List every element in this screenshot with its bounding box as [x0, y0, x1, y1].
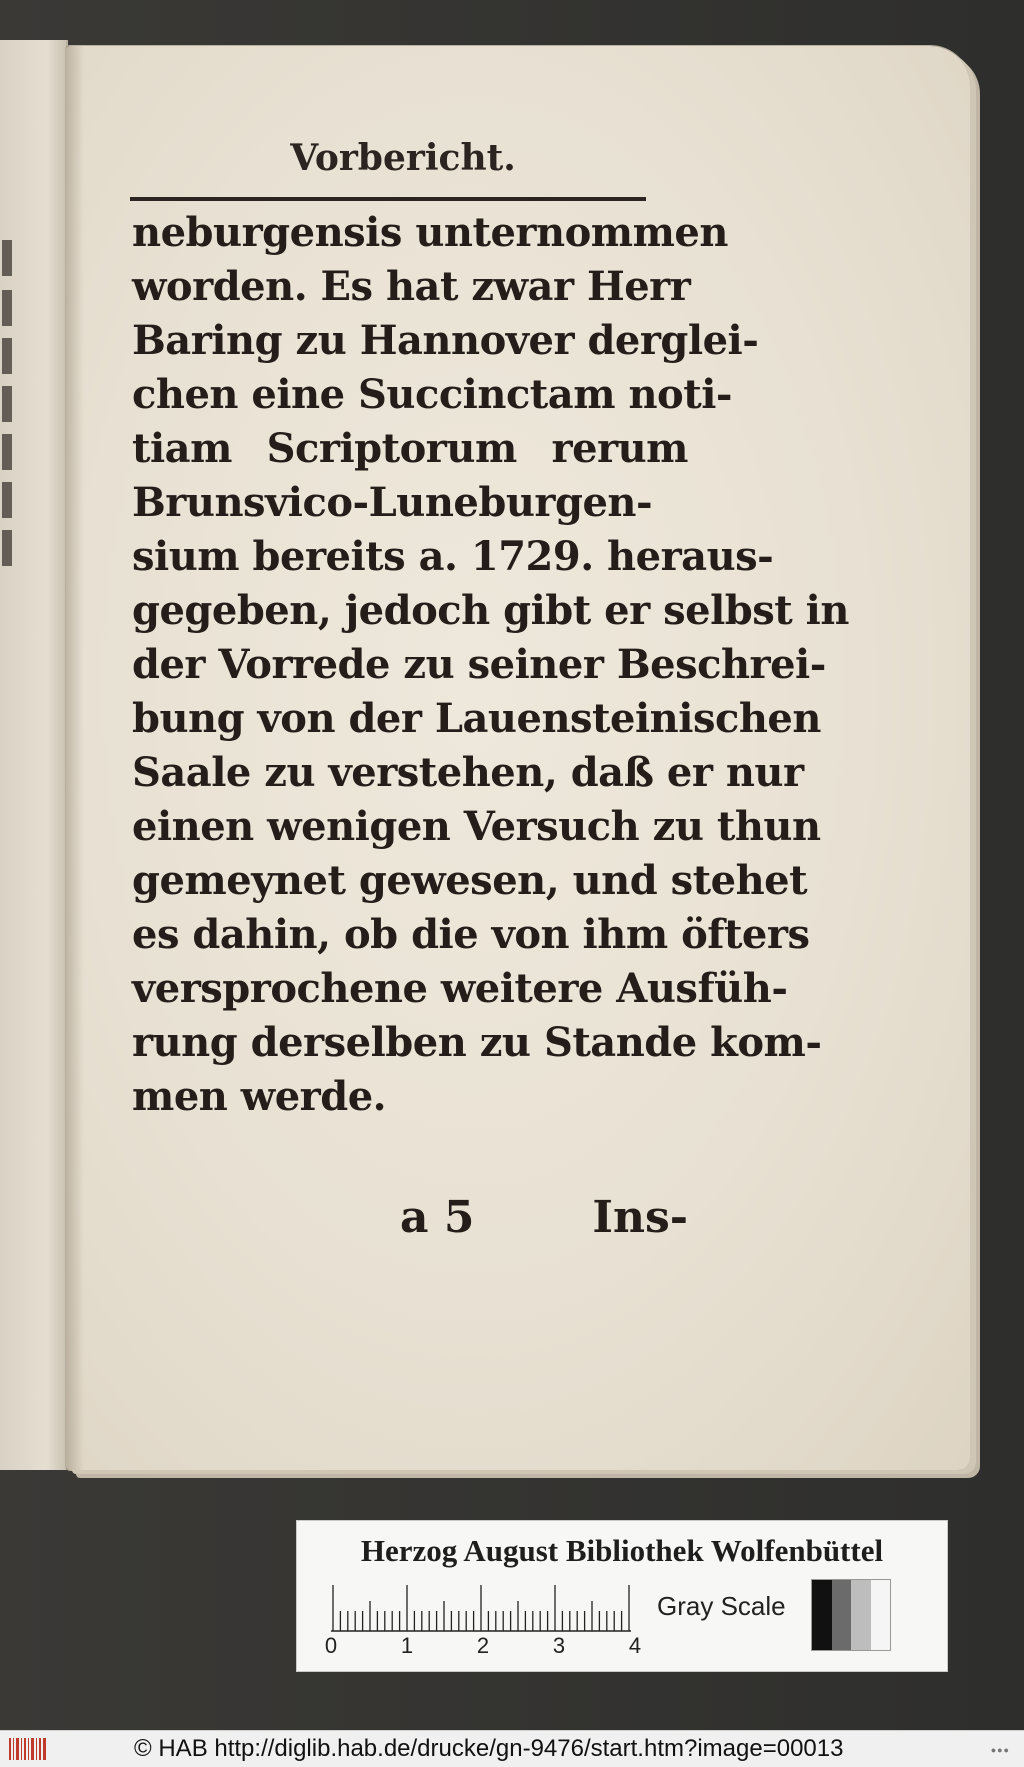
text-line: einen wenigen Versuch zu thun — [132, 803, 821, 850]
library-scale-card — [296, 1520, 948, 1672]
facing-page-glyph — [2, 290, 12, 326]
ruler-number: 1 — [400, 1633, 414, 1658]
text-line: chen eine Succinctam noti- — [132, 371, 732, 418]
copyright-url: © HAB http://diglib.hab.de/drucke/gn-9476/start.htm?image=00013 — [134, 1735, 844, 1762]
text-line: sium bereits a. 1729. heraus- — [132, 533, 774, 580]
header-rule — [130, 197, 646, 201]
facing-page-glyph — [2, 386, 12, 422]
running-header: Vorbericht. — [290, 137, 516, 179]
body-text — [132, 206, 849, 1124]
text-line: bung von der Lauensteinischen — [132, 695, 821, 742]
text-line: Saale zu verstehen, daß er nur — [132, 749, 804, 796]
facing-page-glyph — [2, 240, 12, 276]
page-footer — [400, 1192, 688, 1252]
gray-scale-swatches — [811, 1579, 891, 1651]
ruler-number: 2 — [476, 1633, 490, 1658]
swatch-light-gray — [851, 1580, 871, 1650]
swatch-white — [871, 1580, 891, 1650]
text-line: men werde. — [132, 1073, 387, 1120]
facing-page-glyph — [2, 482, 12, 518]
ruler-number: 0 — [324, 1633, 338, 1658]
text-line: worden. Es hat zwar Herr — [132, 263, 691, 310]
text-line: Brunsvico-Luneburgen- — [132, 479, 653, 526]
text-line: rung derselben zu Stande kom- — [132, 1019, 822, 1066]
text-line: Baring zu Hannover derglei- — [132, 317, 759, 364]
text-line: der Vorrede zu seiner Beschrei- — [132, 641, 826, 688]
ruler-scale — [331, 1583, 631, 1633]
catchword: Ins- — [592, 1192, 688, 1243]
page-gutter-shadow — [66, 46, 84, 1470]
library-name: Herzog August Bibliothek Wolfenbüttel — [360, 1533, 884, 1568]
swatch-black — [812, 1580, 832, 1650]
swatch-mid-gray — [832, 1580, 852, 1650]
gray-scale-label: Gray Scale — [657, 1591, 786, 1621]
facing-page-glyph — [2, 338, 12, 374]
barcode-icon — [8, 1737, 48, 1761]
text-line: gemeynet gewesen, und stehet — [132, 857, 808, 904]
text-line: neburgensis unternommen — [132, 209, 728, 256]
facing-page-glyph — [2, 530, 12, 566]
signature-mark: a 5 — [400, 1192, 475, 1243]
text-line: gegeben, jedoch gibt er selbst in — [132, 587, 849, 634]
ruler-number: 3 — [552, 1633, 566, 1658]
facing-page-edge — [0, 40, 68, 1470]
text-line: es dahin, ob die von ihm öfters — [132, 911, 810, 958]
facing-page-glyph — [2, 434, 12, 470]
more-dots-icon: ●●● — [990, 1745, 1010, 1755]
text-line: versprochene weitere Ausfüh- — [132, 965, 788, 1012]
status-bar — [0, 1730, 1024, 1767]
ruler-number: 4 — [628, 1633, 642, 1658]
text-line: tiam Scriptorum rerum — [132, 425, 688, 472]
